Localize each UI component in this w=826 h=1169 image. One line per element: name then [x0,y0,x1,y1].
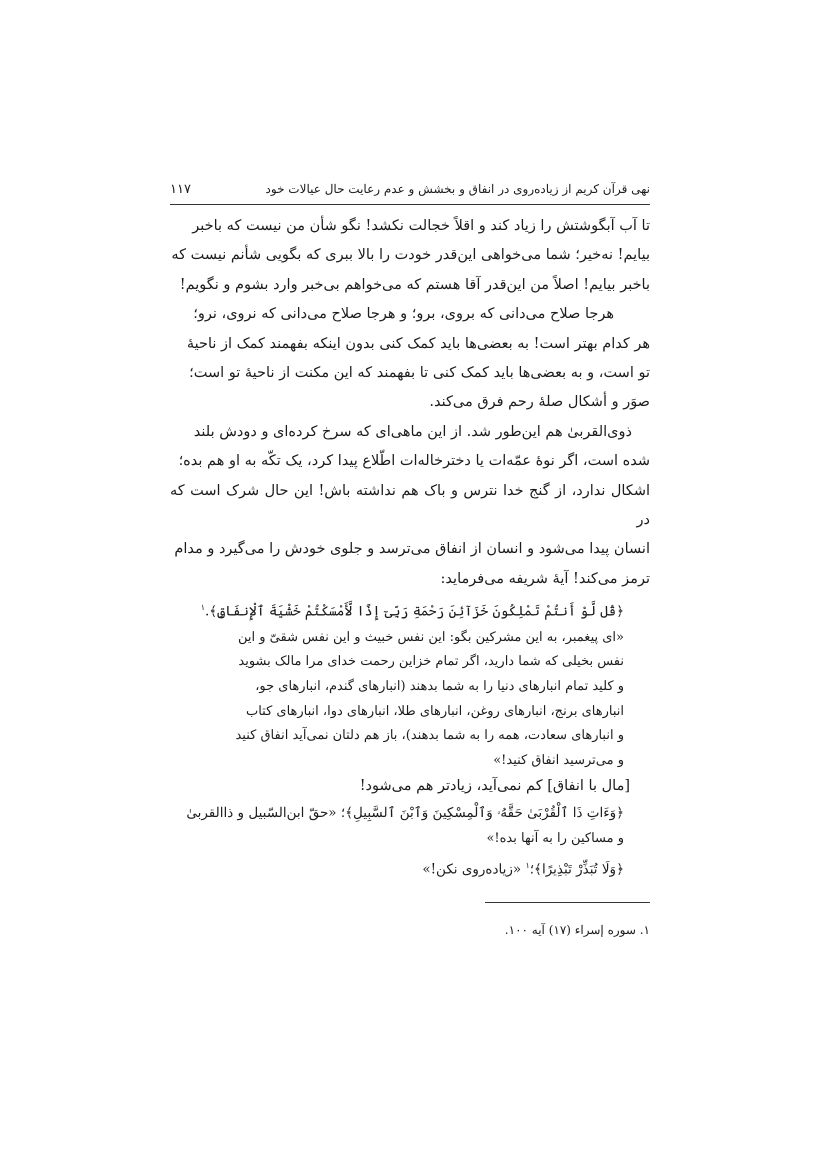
paragraph-3 [170,418,650,594]
text-line: باخبر بیایم! اصلاً من این‌قدر آقا هستم که می‌خواهم بی‌خبر وارد بشوم و نگویم! [179,276,650,293]
text-line: هرجا صلاح می‌دانی که بروی، برو؛ و هرجا صلاح می‌دانی که نروی، نرو؛ [193,306,614,323]
text-line: نفس بخیلی که شما دارید، اگر تمام خزاین رحمت خدای مرا مالک بشوید [238,654,624,670]
verse-translation: «زیاده‌روی نکن!» [422,861,522,878]
text-line: و می‌ترسید انفاق کنید!» [493,752,624,768]
text-line: «ای پیغمبر، به این مشرکین بگو: این نفس خبیث و این نفس شقیّ و این [238,629,624,645]
text-line: شده است، اگر نوهٔ عمّه‌ات یا دخترخاله‌ات اطّلاع پیدا کرد، یک تکّه به او هم بده؛ [178,453,650,470]
book-page [170,168,650,948]
text-line: تا آب آبگوشتش را زیاد کند و اقلاً خجالت نکشد! نگو شأن من نیست که باخبر [192,218,650,234]
text-line: انبارهای برنج، انبارهای روغن، انبارهای طلا، انبارهای دوا، انبارهای کتاب [245,703,624,719]
header-divider [170,204,650,205]
text-line: و انبارهای سعادت، همه را به شما بدهند)، باز هم دلتان نمی‌آید انفاق کنید [235,728,624,744]
quran-verse-2 [170,852,624,884]
text-line: و مساکین را به آنها بده!» [486,831,624,847]
quote-block-2 [170,800,624,883]
footnote-mark: ۱ [525,860,530,870]
text-line: و کلید تمام انبارهای دنیا را به شما بدهند (انبارهای گندم، انبارهای جو، [255,678,624,694]
verse-text: ﴿قُل لَّوْ أَنتُمْ تَمْلِكُونَ خَزَآئِنَ رَحْمَةِ رَبِّىٓ إِذًا لَّأَمْسَكْتُمْ خَشْيَةَ ٱلْإِنفَاقِ﴾. [205,603,624,620]
quran-verse [170,594,624,626]
text-line: بیایم! نه‌خیر؛ شما می‌خواهی این‌قدر خودت را بالا ببری که بگویی شأنم نیست که [171,247,650,264]
verse-translation [170,626,624,774]
text-line: تو است، و به بعضی‌ها باید کمک کنی تا بفهمند که این مکنت از ناحیهٔ تو است؛ [189,365,650,382]
main-text [170,212,650,883]
text-line: انسان پیدا می‌شود و انسان از انفاق می‌ترسد و جلوی خودش را می‌گیرد و مدام [174,541,650,558]
footnote: ۱. سوره إسراء (۱۷) آیه ۱۰۰. [504,923,650,937]
paragraph-2 [170,300,650,418]
footnote-mark: ۱ [200,603,206,613]
text-line: ﴿وَءَاتِ ذَا ٱلْقُرْبَىٰ حَقَّهُۥ وَٱلْمِسْكِينَ وَٱبْنَ ٱلسَّبِيلِ﴾؛ «حقّ ابن‌السّبیل و ذاالقربیٰ [186,805,624,822]
footnote-divider [485,902,650,903]
text-line: هر کدام بهتر است! به بعضی‌ها باید کمک کنی بدون اینکه بفهمند کمک از ناحیهٔ [186,335,650,352]
text-line: ترمز می‌کند! آیهٔ شریفه می‌فرماید: [440,570,650,587]
text-line: اشکال ندارد، از گنج خدا نترس و باک هم نداشته باش! این حال شرک است که در [170,482,650,529]
text-line: صوَر و أشکال صلهٔ رحم فرق می‌کند. [429,394,650,411]
text-line: ذوی‌القربیٰ هم این‌طور شد. از این ماهی‌ای که سرخ کرده‌ای و دودش بلند [193,423,632,440]
running-title: نهی قرآن کریم از زیاده‌روی در انفاق و بخشش و عدم رعایت حال عیالات خود [265,182,650,196]
page-number: ۱۱۷ [170,181,191,197]
bracket-note: [مال با انفاق] کم نمی‌آید، زیادتر هم می‌شود! [359,778,630,795]
running-head [170,176,650,202]
quote-block-1 [170,594,624,773]
paragraph-1 [170,212,650,300]
verse-text: ﴿وَلَا تُبَذِّرْ تَبْذِيرًا﴾؛ [529,861,624,878]
